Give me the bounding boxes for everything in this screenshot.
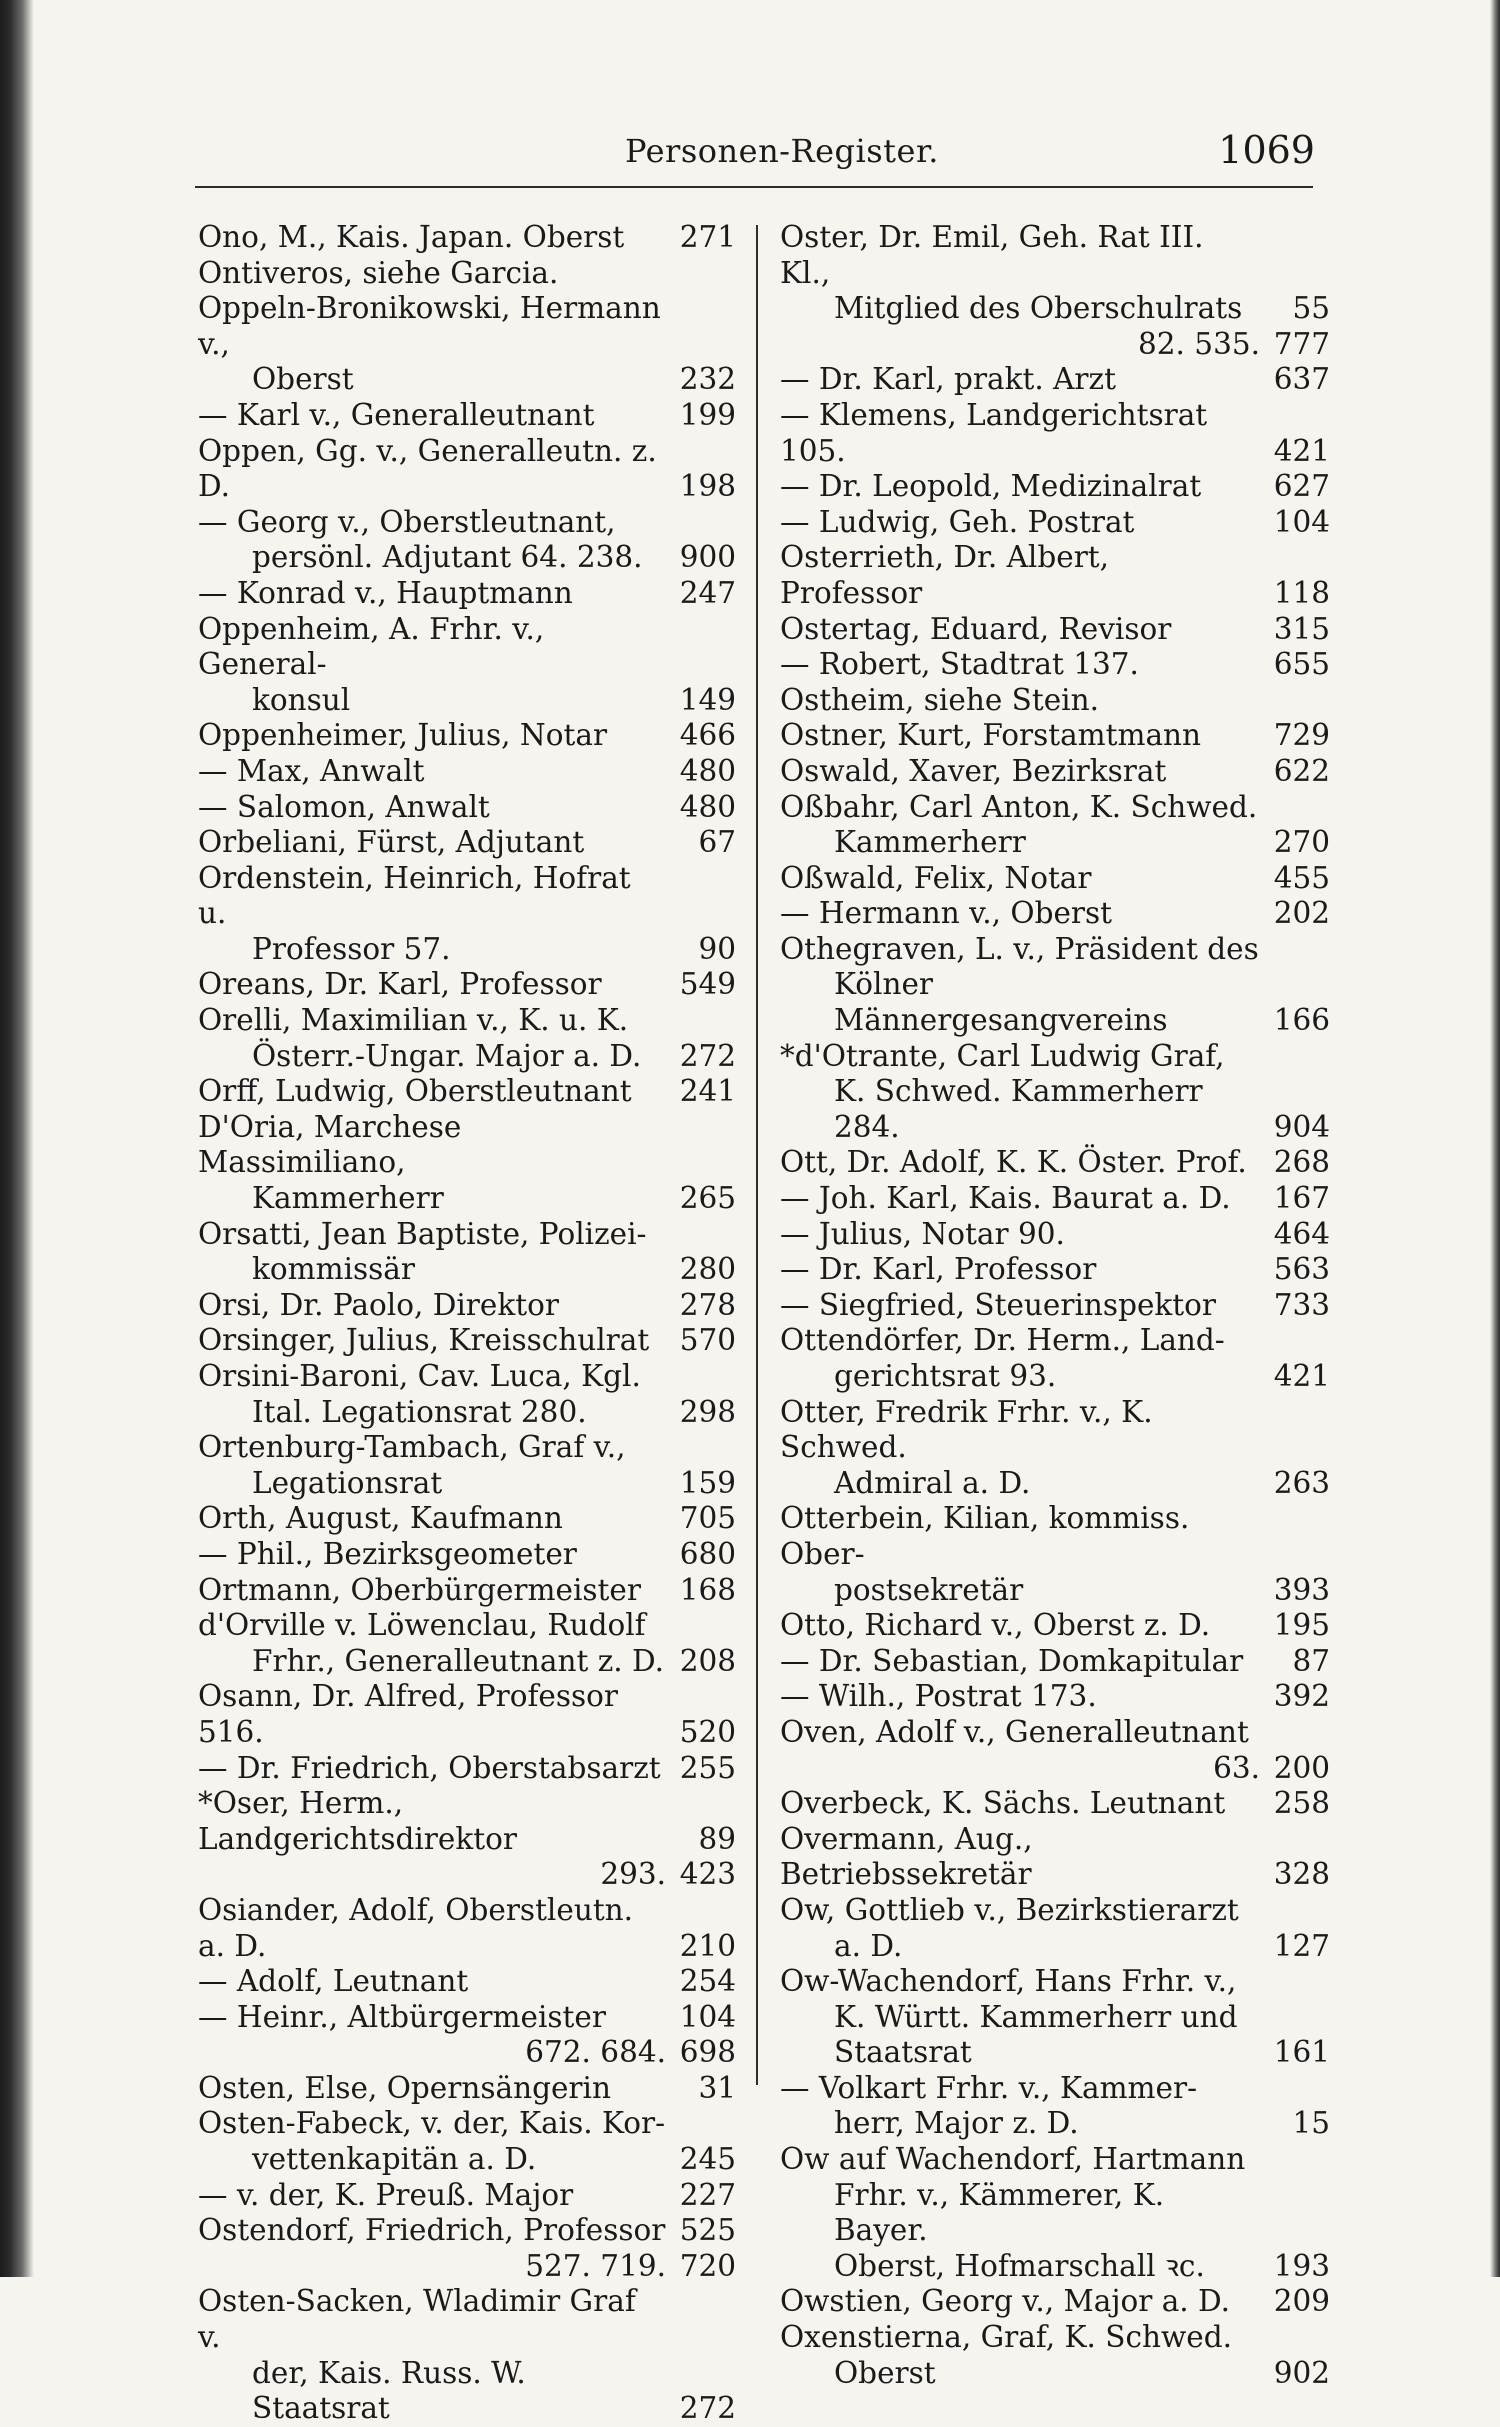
entry-text: Ostheim, siehe Stein. [780,682,1099,717]
entry-text: — Julius, Notar 90. [780,1216,1065,1251]
entry-page-ref: 421 [1273,433,1330,468]
index-entry [780,1252,1330,1288]
index-entry [198,434,736,505]
entry-text: a. D. [834,1928,903,1963]
index-entry [198,2106,736,2177]
entry-text: Oberst, Hofmarschall ꝛc. [834,2248,1205,2283]
entry-page-ref: 247 [679,575,736,610]
index-entry [780,1786,1330,1822]
entry-page-ref: 421 [1273,1359,1330,1393]
entry-text: Ontiveros, siehe Garcia. [198,255,559,290]
entry-text: Osten-Fabeck, v. der, Kais. Kor- [198,2106,666,2141]
entry-page-ref: 680 [679,1536,736,1571]
entry-page-ref: 15 [1292,2106,1330,2141]
index-entry [198,1857,736,1893]
entry-text: — Georg v., Oberstleutnant, [198,504,616,539]
entry-text: konsul [252,682,351,717]
entry-page-ref: 525 [679,2213,736,2248]
entry-page-ref: 255 [679,1750,736,1785]
entry-text: Österr.-Ungar. Major a. D. [252,1038,642,1073]
index-entry [780,327,1330,363]
index-entry [780,718,1330,754]
entry-page-ref: 193 [1273,2248,1330,2283]
index-entry [198,790,736,826]
entry-page-ref: 423 [679,1857,736,1892]
index-column-left [198,220,736,2427]
entry-text: Kammerherr [834,825,1026,860]
entry-text: Legationsrat [252,1465,443,1500]
index-entry [198,1537,736,1573]
entry-page-ref: 570 [679,1323,736,1358]
entry-text: Staatsrat [834,2035,972,2070]
entry-page-ref: 698 [679,2035,736,2070]
index-entry [198,1217,736,1288]
entry-page-ref: 159 [679,1465,736,1500]
entry-text: Osann, Dr. Alfred, Professor 516. [198,1679,628,1749]
entry-page-ref: 104 [679,1999,736,2034]
entry-text: 293. [600,1857,666,1892]
entry-page-ref: 272 [679,1038,736,1073]
entry-page-ref: 241 [679,1074,736,1109]
index-entry [198,2249,736,2285]
index-entry [198,1359,736,1430]
index-entry [198,505,736,576]
entry-page-ref: 270 [1273,825,1330,860]
index-entry [780,683,1330,719]
entry-text: Frhr. v., Kämmerer, K. Bayer. [834,2177,1174,2248]
entry-text: Orbeliani, Fürst, Adjutant [198,825,585,860]
entry-page-ref: 733 [1273,1287,1330,1322]
entry-text: *d'Otrante, Carl Ludwig Graf, [780,1038,1225,1073]
entry-text: 63. [1213,1750,1260,1785]
entry-page-ref: 393 [1273,1572,1330,1607]
index-entry [780,1501,1330,1608]
entry-text: — Robert, Stadtrat 137. [780,647,1139,682]
index-entry [198,291,736,398]
entry-page-ref: 200 [1273,1750,1330,1785]
entry-text: — Volkart Frhr. v., Kammer- [780,2070,1198,2105]
entry-page-ref: 89 [698,1821,736,1856]
entry-text: 672. 684. [525,2035,666,2070]
entry-page-ref: 902 [1273,2355,1330,2390]
scan-edge-shadow [1490,0,1500,2277]
entry-page-ref: 637 [1273,362,1330,397]
entry-text: Osten, Else, Opernsängerin [198,2070,611,2105]
entry-text: Otter, Fredrik Frhr. v., K. Schwed. [780,1394,1162,1465]
index-entry [780,1145,1330,1181]
entry-text: Ow-Wachendorf, Hans Frhr. v., [780,1964,1237,1999]
index-entry [780,540,1330,611]
index-entry [780,896,1330,932]
entry-page-ref: 245 [679,2142,736,2177]
entry-text: — Joh. Karl, Kais. Baurat a. D. [780,1181,1231,1216]
page-header [195,124,1315,184]
entry-page-ref: 202 [1273,896,1330,931]
entry-text: Ortmann, Oberbürgermeister [198,1572,641,1607]
entry-text: Kammerherr [252,1181,444,1216]
entry-page-ref: 118 [1273,575,1330,610]
entry-page-ref: 480 [679,789,736,824]
index-entry [198,2071,736,2107]
index-entry [198,1786,736,1857]
index-entry [780,1822,1330,1893]
index-entry [780,1323,1330,1394]
index-entry [198,1074,736,1110]
entry-page-ref: 520 [679,1714,736,1749]
entry-text: d'Orville v. Löwenclau, Rudolf [198,1608,646,1643]
entry-text: Orsi, Dr. Paolo, Direktor [198,1287,559,1322]
index-entry [198,718,736,754]
entry-text: Oßbahr, Carl Anton, K. Schwed. [780,789,1258,824]
entry-text: Oppeln-Bronikowski, Hermann v., [198,291,671,361]
entry-text: Frhr., Generalleutnant z. D. [252,1643,665,1678]
index-entry [198,2213,736,2249]
entry-page-ref: 563 [1273,1252,1330,1287]
entry-text: — Dr. Karl, prakt. Arzt [780,362,1116,397]
index-entry [780,647,1330,683]
entry-text: Ital. Legationsrat 280. [252,1394,587,1429]
index-entry [780,220,1330,327]
header-rule [195,186,1313,188]
entry-page-ref: 627 [1273,469,1330,504]
entry-text: Owstien, Georg v., Major a. D. [780,2284,1231,2319]
entry-page-ref: 198 [679,469,736,504]
entry-text: K. Württ. Kammerherr und [834,1999,1238,2034]
index-entry [780,1893,1330,1964]
index-entry [198,1430,736,1501]
entry-text: der, Kais. Russ. W. Staatsrat [252,2355,536,2426]
entry-page-ref: 271 [679,220,736,254]
entry-text: Oberst [252,362,354,397]
entry-text: Ow auf Wachendorf, Hartmann [780,2142,1246,2177]
entry-text: Oster, Dr. Emil, Geh. Rat III. Kl., [780,220,1213,290]
entry-page-ref: 265 [679,1181,736,1216]
entry-text: Mitglied des Oberschulrats [834,291,1243,326]
entry-text: Overmann, Aug., Betriebssekretär [780,1821,1043,1892]
entry-text: Overbeck, K. Sächs. Leutnant [780,1786,1226,1821]
entry-text: Ostendorf, Friedrich, Professor [198,2213,666,2248]
entry-page-ref: 209 [1273,2284,1330,2319]
index-entry [198,220,736,256]
index-entry [198,1110,736,1217]
entry-text: — Konrad v., Hauptmann [198,575,573,610]
column-divider [756,225,758,2085]
entry-text: — Dr. Sebastian, Domkapitular [780,1643,1244,1678]
entry-text: Othegraven, L. v., Präsident des [780,931,1259,966]
entry-page-ref: 455 [1273,860,1330,895]
entry-page-ref: 104 [1273,504,1330,539]
index-entry [780,1217,1330,1253]
entry-page-ref: 729 [1273,718,1330,753]
entry-text: Ott, Dr. Adolf, K. K. Öster. Prof. [780,1145,1247,1180]
entry-page-ref: 31 [698,2070,736,2105]
entry-text: postsekretär [834,1572,1024,1607]
index-entry [198,967,736,1003]
entry-text: Ottendörfer, Dr. Herm., Land- [780,1323,1225,1358]
entry-text: Orff, Ludwig, Oberstleutnant [198,1074,632,1109]
entry-text: Oßwald, Felix, Notar [780,860,1092,895]
entry-page-ref: 199 [679,397,736,432]
entry-page-ref: 464 [1273,1216,1330,1251]
entry-page-ref: 168 [679,1572,736,1607]
index-entry [198,1573,736,1609]
entry-page-ref: 328 [1273,1857,1330,1892]
entry-page-ref: 900 [679,540,736,575]
entry-text: — Dr. Karl, Professor [780,1252,1097,1287]
entry-page-ref: 278 [679,1287,736,1322]
entry-text: — v. der, K. Preuß. Major [198,2177,574,2212]
entry-text: Oreans, Dr. Karl, Professor [198,967,602,1002]
entry-text: Orth, August, Kaufmann [198,1501,563,1536]
entry-page-ref: 232 [679,362,736,397]
entry-text: gerichtsrat 93. [834,1359,1057,1393]
entry-page-ref: 392 [1273,1679,1330,1714]
index-entry [198,2000,736,2036]
entry-text: — Siegfried, Steuerinspektor [780,1287,1217,1322]
index-entry [780,1395,1330,1502]
entry-page-ref: 210 [679,1928,736,1963]
entry-text: Oven, Adolf v., Generalleutnant [780,1714,1249,1749]
entry-text: — Ludwig, Geh. Postrat [780,504,1135,539]
index-entry [198,1751,736,1787]
entry-text: 527. 719. [525,2248,666,2283]
entry-page-ref: 254 [679,1964,736,1999]
entry-text: Oswald, Xaver, Bezirksrat [780,753,1167,788]
index-entry [780,612,1330,648]
entry-page-ref: 67 [698,825,736,860]
entry-page-ref: 720 [679,2248,736,2283]
entry-page-ref: 161 [1273,2035,1330,2070]
entry-page-ref: 195 [1273,1608,1330,1643]
index-entry [780,2320,1330,2391]
index-entry [780,2071,1330,2142]
entry-page-ref: 622 [1273,753,1330,788]
index-entry [198,576,736,612]
entry-page-ref: 166 [1273,1003,1330,1038]
index-column-right [780,220,1330,2391]
index-entry [198,1288,736,1324]
entry-text: Ono, M., Kais. Japan. Oberst [198,220,625,254]
index-entry [198,2284,736,2426]
entry-page-ref: 90 [698,931,736,966]
index-entry [780,932,1330,1039]
index-entry [198,256,736,292]
entry-page-ref: 280 [679,1252,736,1287]
entry-page-ref: 263 [1273,1465,1330,1500]
entry-text: Ordenstein, Heinrich, Hofrat u. [198,860,641,931]
index-entry [198,861,736,968]
index-entry [780,2142,1330,2284]
entry-text: Oppen, Gg. v., Generalleutn. z. D. [198,433,667,504]
entry-page-ref: 549 [679,967,736,1002]
index-entry [780,1608,1330,1644]
index-entry [780,505,1330,541]
entry-text: — Dr. Leopold, Medizinalrat [780,469,1202,504]
index-entry [780,861,1330,897]
index-entry [198,2178,736,2214]
index-entry [198,1964,736,2000]
entry-page-ref: 55 [1292,291,1330,326]
entry-page-ref: 87 [1292,1643,1330,1678]
index-entry [780,790,1330,861]
entry-page-ref: 480 [679,753,736,788]
entry-text: Orsatti, Jean Baptiste, Polizei- [198,1216,647,1251]
entry-text: 82. 535. [1138,326,1260,361]
entry-text: Otto, Richard v., Oberst z. D. [780,1608,1211,1643]
entry-text: — Wilh., Postrat 173. [780,1679,1097,1714]
index-entry [780,754,1330,790]
entry-page-ref: 127 [1273,1928,1330,1963]
entry-text: Ostner, Kurt, Forstamtmann [780,718,1202,753]
entry-text: — Max, Anwalt [198,753,425,788]
entry-text: Orelli, Maximilian v., K. u. K. [198,1003,629,1038]
index-entry [780,362,1330,398]
index-entry [780,398,1330,469]
index-entry [198,2035,736,2071]
entry-page-ref: 272 [679,2391,736,2426]
entry-text: — Klemens, Landgerichtsrat 105. [780,397,1217,468]
index-entry [780,1644,1330,1680]
entry-text: Professor 57. [252,931,451,966]
index-entry [780,1679,1330,1715]
entry-text: vettenkapitän a. D. [252,2142,537,2177]
entry-text: Orsinger, Julius, Kreisschulrat [198,1323,650,1358]
entry-page-ref: 208 [679,1643,736,1678]
entry-page-ref: 167 [1273,1181,1330,1216]
entry-page-ref: 258 [1273,1786,1330,1821]
index-entry [198,398,736,434]
entry-text: Ow, Gottlieb v., Bezirkstierarzt [780,1892,1239,1927]
entry-page-ref: 315 [1273,611,1330,646]
index-entry [198,825,736,861]
entry-page-ref: 705 [679,1501,736,1536]
entry-text: Kölner Männergesangvereins [834,967,1168,1038]
entry-text: — Dr. Friedrich, Oberstabsarzt [198,1750,661,1785]
index-entry [198,1501,736,1537]
entry-text: Osten-Sacken, Wladimir Graf v. [198,2284,646,2355]
entry-text: Oxenstierna, Graf, K. Schwed. [780,2320,1232,2355]
index-entry [780,1715,1330,1751]
entry-text: Oberst [834,2355,936,2390]
entry-page-ref: 466 [679,718,736,753]
entry-text: Otterbein, Kilian, kommiss. Ober- [780,1501,1199,1571]
index-entry [780,1964,1330,2071]
entry-text: Osiander, Adolf, Oberstleutn. a. D. [198,1892,643,1963]
index-entry [780,1039,1330,1146]
index-entry [198,1323,736,1359]
entry-text: Orsini-Baroni, Cav. Luca, Kgl. [198,1359,641,1393]
entry-text: *Oser, Herm., Landgerichtsdirektor [198,1786,517,1856]
index-entry [198,1893,736,1964]
entry-text: — Karl v., Generalleutnant [198,397,595,432]
entry-text: Ortenburg-Tambach, Graf v., [198,1430,626,1465]
entry-page-ref: 149 [679,682,736,717]
entry-text: kommissär [252,1252,415,1287]
index-entry [780,469,1330,505]
entry-page-ref: 227 [679,2177,736,2212]
index-entry [198,1003,736,1074]
index-entry [780,1288,1330,1324]
entry-text: Oppenheimer, Julius, Notar [198,718,608,753]
entry-text: Oppenheim, A. Frhr. v., General- [198,611,554,682]
entry-text: — Adolf, Leutnant [198,1964,469,1999]
entry-text: — Salomon, Anwalt [198,789,490,824]
index-entry [780,1181,1330,1217]
index-entry [780,1751,1330,1787]
entry-text: Admiral a. D. [834,1465,1031,1500]
entry-text: D'Oria, Marchese Massimiliano, [198,1109,471,1180]
entry-text: Ostertag, Eduard, Revisor [780,611,1172,646]
scan-binding-shadow [0,0,34,2277]
index-entry [198,612,736,719]
index-entry [780,2284,1330,2320]
entry-page-ref: 655 [1273,647,1330,682]
entry-text: K. Schwed. Kammerherr 284. [834,1074,1213,1144]
entry-text: — Heinr., Altbürgermeister [198,1999,606,2034]
entry-text: persönl. Adjutant 64. 238. [252,540,643,575]
index-entry [198,1679,736,1750]
entry-page-ref: 268 [1273,1145,1330,1180]
page-number: 1069 [1218,128,1315,172]
entry-page-ref: 298 [679,1394,736,1429]
running-title: Personen-Register. [625,132,939,170]
entry-page-ref: 904 [1273,1109,1330,1144]
entry-text: — Hermann v., Oberst [780,896,1113,931]
entry-text: Osterrieth, Dr. Albert, Professor [780,540,1119,610]
entry-text: — Phil., Bezirksgeometer [198,1536,577,1571]
index-entry [198,754,736,790]
entry-page-ref: 777 [1273,326,1330,361]
index-entry [198,1608,736,1679]
entry-text: herr, Major z. D. [834,2106,1079,2141]
